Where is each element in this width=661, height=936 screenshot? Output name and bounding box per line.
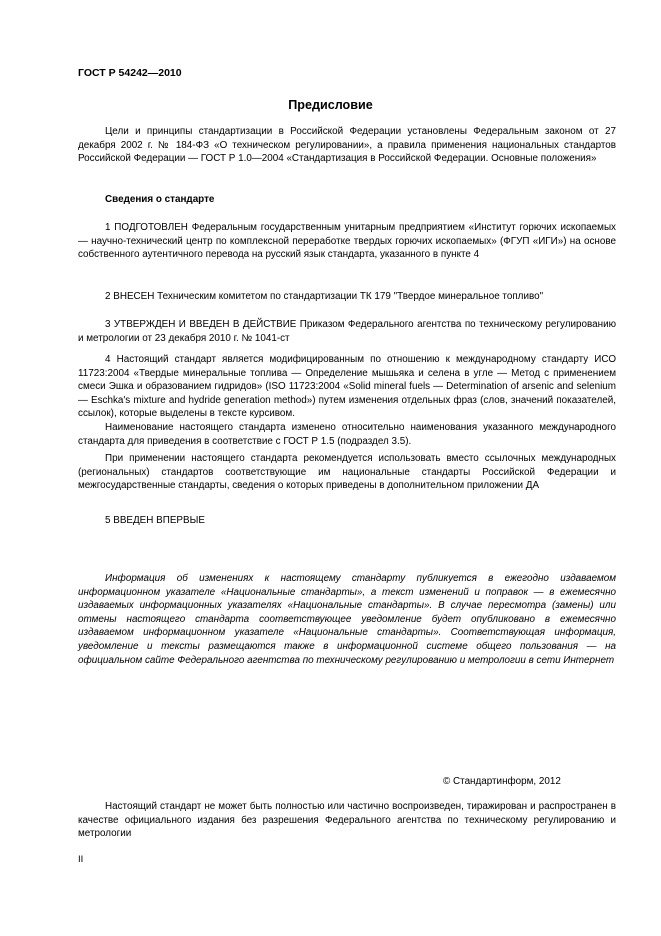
copyright-line: © Стандартинформ, 2012 <box>443 776 561 787</box>
item-3-paragraph: 3 УТВЕРЖДЕН И ВВЕДЕН В ДЕЙСТВИЕ Приказом Федерального агентства по техническому регулированию и метрологии от 23 декабря 2010 г. № 1041-ст <box>78 319 616 344</box>
item-4-references-paragraph: При применении настоящего стандарта рекомендуется использовать вместо ссылочных международных (региональных) стандартов соответствующие им национальные стандарты Российской Федерации и межгосударственные стандарты, сведения о которых приведены в дополнительном приложении ДА <box>78 453 616 492</box>
info-notice-paragraph: Информация об изменениях к настоящему стандарту публикуется в ежегодно издаваемом информационном указателе «Национальные стандарты», а текст изменений и поправок — в ежемесячно издаваемых информационных указателях «Национальные стандарты». В случае пересмотра (замены) или отмены настоящего стандарта соответствующее уведомление будет опубликовано в ежемесячно издаваемом информационном указателе «Национальные стандарты». Соответствующая информация, уведомление и тексты размещаются также в информационной системе общего пользования — на официальном сайте Федерального агентства по техническому регулированию и метрологии в сети Интернет <box>78 573 616 666</box>
item-4-paragraph: 4 Настоящий стандарт является модифицированным по отношению к международному стандарту ИСО 11723:2004 «Твердые минеральные топлива — Определение мышьяка и селена в угле — Метод с применением смеси Эшка и образованием гидридов» (ISO 11723:2004 «Solid mineral fuels — Determination of arsenic and selenium — Eschka's mixture and hydride generation method») путем изменения отдельных фраз (слов, значений показателей, ссылок), которые выделены в тексте курсивом. <box>78 354 616 420</box>
item-1-paragraph: 1 ПОДГОТОВЛЕН Федеральным государственным унитарным предприятием «Институт горючих ископаемых — научно-технический центр по комплексной переработке твердых горючих ископаемых» (ФГУП «ИГИ») на основе собственного аутентичного перевода на русский язык стандарта, указанного в пункте 4 <box>78 222 616 261</box>
item-2-paragraph: 2 ВНЕСЕН Техническим комитетом по стандартизации ТК 179 "Твердое минеральное топливо" <box>105 291 544 302</box>
reproduction-notice-paragraph: Настоящий стандарт не может быть полностью или частично воспроизведен, тиражирован и распространен в качестве официального издания без разрешения Федерального агентства по техническому регулированию и метрологии <box>78 801 616 840</box>
item-5-paragraph: 5 ВВЕДЕН ВПЕРВЫЕ <box>105 515 205 526</box>
page-number: II <box>78 854 84 865</box>
page-title: Предисловие <box>288 98 373 112</box>
intro-paragraph: Цели и принципы стандартизации в Российской Федерации установлены Федеральным законом от 27 декабря 2002 г. № 184-ФЗ «О техническом регулировании», а правила применения национальных стандартов Российской Федерации — ГОСТ Р 1.0—2004 «Стандартизация в Российской Федерации. Основные положения» <box>78 126 616 165</box>
document-header-id: ГОСТ Р 54242—2010 <box>78 67 182 79</box>
section-title: Сведения о стандарте <box>105 194 215 205</box>
item-4-name-change-paragraph: Наименование настоящего стандарта изменено относительно наименования указанного международного стандарта для приведения в соответствие с ГОСТ Р 1.5 (подраздел 3.5). <box>78 422 616 447</box>
